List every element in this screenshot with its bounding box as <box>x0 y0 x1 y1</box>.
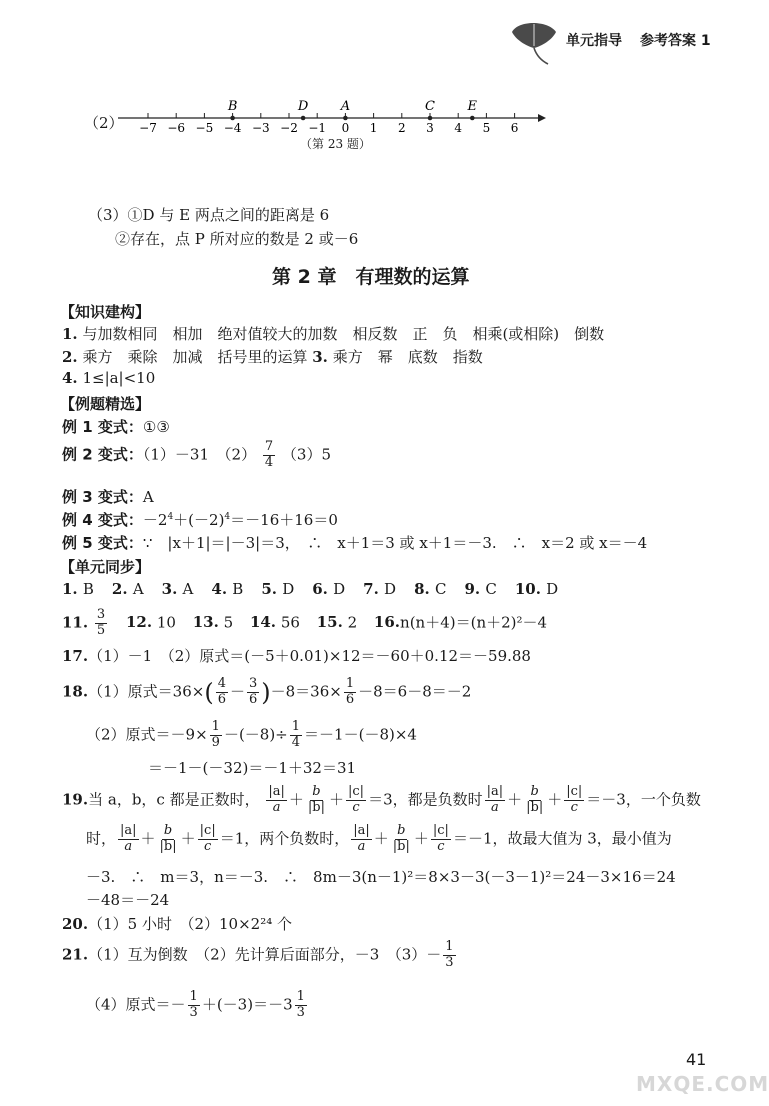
item-number: 6. <box>312 580 334 598</box>
answer-letter: A <box>132 580 144 598</box>
example-answer: ∵ |x＋1|＝|－3|＝3， ∴ x＋1＝3 或 x＋1＝－3. ∴ x＝2 或 x＝－4 <box>142 534 648 552</box>
answer-letter: C <box>434 580 447 598</box>
sync-heading: 【单元同步】 <box>60 558 151 576</box>
point-dot <box>470 116 475 121</box>
answer-letter: D <box>282 580 295 598</box>
chapter-title: 第 2 章 有理数的运算 <box>272 266 470 288</box>
tick-label: 6 <box>510 121 519 135</box>
q19-line3: －3. ∴ m＝3，n＝－3. ∴ 8m－3(n－1)²＝8×3－3(－3－1)²＝24－3×16＝24 <box>86 868 676 886</box>
point-dot <box>301 116 306 121</box>
knowledge-line-2 <box>62 346 483 367</box>
example-label: 例 1 变式： <box>62 418 143 436</box>
example-answer: A <box>142 488 154 506</box>
examples-heading: 【例题精选】 <box>60 395 151 413</box>
mc-answer <box>112 580 144 598</box>
item-number: 4. <box>62 369 78 387</box>
point-label: C <box>425 99 435 114</box>
q18-part2: （2）原式＝－9× $\frac{1}{9}$ －(－8)÷ $\frac{1}{4}$ ＝－1－(－8)×4 <box>86 719 417 750</box>
item-number: 10. <box>514 580 547 598</box>
q21-line2: （4）原式＝－ $\frac{1}{3}$ ＋(－3)＝－3 $\frac{1}{3}$ <box>86 989 305 1020</box>
point-dot <box>343 116 348 121</box>
example-1 <box>62 416 170 437</box>
q19-line2: 时， $\frac{|a|}{a}$ ＋ $\frac{b}{|b|}$ ＋ $\frac{|c|}{c}$ ＝1，两个负数时， $\frac{|a|}{a}$ ＋ $\frac{b}{|b|}$ ＋ $\frac{|c|}{c}$ ＝－1，故最大值为 3，最小值为 <box>86 823 672 854</box>
tick-label: −7 <box>139 121 157 135</box>
knowledge-text: 乘方 乘除 加减 括号里的运算 <box>82 348 308 366</box>
point-label: D <box>297 99 309 114</box>
point-label: A <box>340 99 351 114</box>
tick-label: −5 <box>195 121 214 135</box>
tick-label: −2 <box>280 121 298 135</box>
answer-letter: B <box>82 580 94 598</box>
mc-answer <box>162 580 194 598</box>
fraction: $\frac{3}{5}$ <box>96 607 106 638</box>
axis-arrow <box>538 114 546 122</box>
tick-label: 4 <box>454 121 463 135</box>
item-number: 1. <box>62 325 78 343</box>
item-number: 7. <box>363 580 385 598</box>
item-number: 9. <box>464 580 486 598</box>
point-label: B <box>227 99 238 114</box>
tick-label: 1 <box>369 121 378 135</box>
mc-answer <box>363 580 396 598</box>
example-3 <box>62 486 154 507</box>
point-dot <box>428 116 433 121</box>
answer-letter: D <box>333 580 346 598</box>
mc-answer <box>211 580 243 598</box>
ginkgo-leaf-icon <box>508 18 560 66</box>
item-number: 3. <box>161 580 183 598</box>
item-number: 8. <box>414 580 435 598</box>
tick-label: 5 <box>482 121 491 135</box>
header-title: 单元指导 <box>566 33 622 49</box>
figure-caption: （第 23 题） <box>300 137 371 151</box>
example-answer: （3）5 <box>281 445 332 464</box>
tick-label: −4 <box>223 121 242 135</box>
number-line-prefix: （2） <box>84 114 124 132</box>
tick-label: −1 <box>308 121 327 135</box>
fill-in-row: 11. $\frac{3}{5}$ 12. 10 13. 5 14. 56 15. 2 16.n(n＋4)＝(n＋2)²－4 <box>62 607 548 638</box>
q19-line1: 19.当 a，b，c 都是正数时， $\frac{|a|}{a}$ ＋ $\frac{b}{|b|}$ ＋ $\frac{|c|}{c}$ ＝3，都是负数时 $\frac{|a|}{a}$ ＋ $\frac{b}{|b|}$ ＋ $\frac{|c|}{c}$ ＝－3，一个负数 <box>62 784 701 815</box>
q17: 17.（1）－1 （2）原式＝(－5＋0.01)×12＝－60＋0.12＝－59.88 <box>62 647 531 665</box>
item-number: 3. <box>312 348 328 366</box>
fraction: $\frac{7}{4}$ <box>264 439 274 470</box>
answer-letter: D <box>384 580 397 598</box>
mc-answer <box>312 580 345 598</box>
mc-answer <box>464 580 496 598</box>
knowledge-text: 乘方 幂 底数 指数 <box>332 348 483 366</box>
q18-part2-cont: ＝－1－(－32)＝－1＋32＝31 <box>148 759 357 777</box>
page-number: 41 <box>686 1050 707 1069</box>
tick-label: −3 <box>251 121 270 135</box>
example-label: 例 2 变式： <box>62 445 143 464</box>
mc-answer <box>261 580 294 598</box>
item-number: 5. <box>261 580 283 598</box>
knowledge-text: 与加数相同 相加 绝对值较大的加数 相反数 正 负 相乘(或相除) 倒数 <box>82 325 605 343</box>
watermark-logo: MXQE.COM <box>636 1072 769 1096</box>
answer-letter: B <box>232 580 244 598</box>
item-number: 2. <box>62 348 78 366</box>
example-4: 例 4 变式：$-2^4+(-2)^4=-16+16=0$ <box>62 511 338 529</box>
example-label: 例 3 变式： <box>62 488 143 506</box>
knowledge-line-3 <box>62 369 155 387</box>
answer-letter: C <box>485 580 497 598</box>
q20: 20.（1）5 小时 （2）10×2²⁴ 个 <box>62 915 293 933</box>
answer-letter: D <box>546 580 559 598</box>
part3-line1: （3）①D 与 E 两点之间的距离是 6 <box>88 206 330 224</box>
q21-line1: 21.（1）互为倒数 （2）先计算后面部分，－3 （3）－ $\frac{1}{3}$ <box>62 939 454 970</box>
example-label: 例 5 变式： <box>62 534 143 552</box>
part3-line2: ②存在，点 P 所对应的数是 2 或－6 <box>115 230 359 248</box>
example-label: 例 4 变式： <box>62 511 143 529</box>
example-answer: ①③ <box>142 418 170 436</box>
knowledge-heading: 【知识建构】 <box>60 303 151 321</box>
item-number: 1. <box>62 580 83 598</box>
tick-label: −6 <box>167 121 186 135</box>
example-answer: （1）－31 （2） <box>142 445 257 464</box>
mc-answer <box>414 580 446 598</box>
knowledge-text: 1≤|a|<10 <box>82 369 156 387</box>
q19-line4: －48＝－24 <box>86 891 170 909</box>
item-number: 2. <box>111 580 133 598</box>
tick-label: 2 <box>397 121 406 135</box>
mc-answer <box>515 580 558 598</box>
tick-label: 0 <box>341 121 350 135</box>
q18-part1: 18.（1）原式＝36×( $\frac{4}{6}$ － $\frac{3}{6}$ )－8＝36× $\frac{1}{6}$ －8＝6－8＝－2 <box>62 676 472 707</box>
tick-label: 3 <box>426 121 434 135</box>
multiple-choice-row <box>62 580 576 598</box>
item-number: 4. <box>211 580 233 598</box>
header-subtitle: 参考答案 1 <box>640 33 711 49</box>
example-2 <box>62 440 331 471</box>
example-5 <box>62 532 647 553</box>
knowledge-line-1 <box>62 323 604 344</box>
mc-answer <box>62 580 94 598</box>
answer-letter: A <box>182 580 194 598</box>
point-dot <box>230 116 235 121</box>
point-label: E <box>467 99 478 114</box>
